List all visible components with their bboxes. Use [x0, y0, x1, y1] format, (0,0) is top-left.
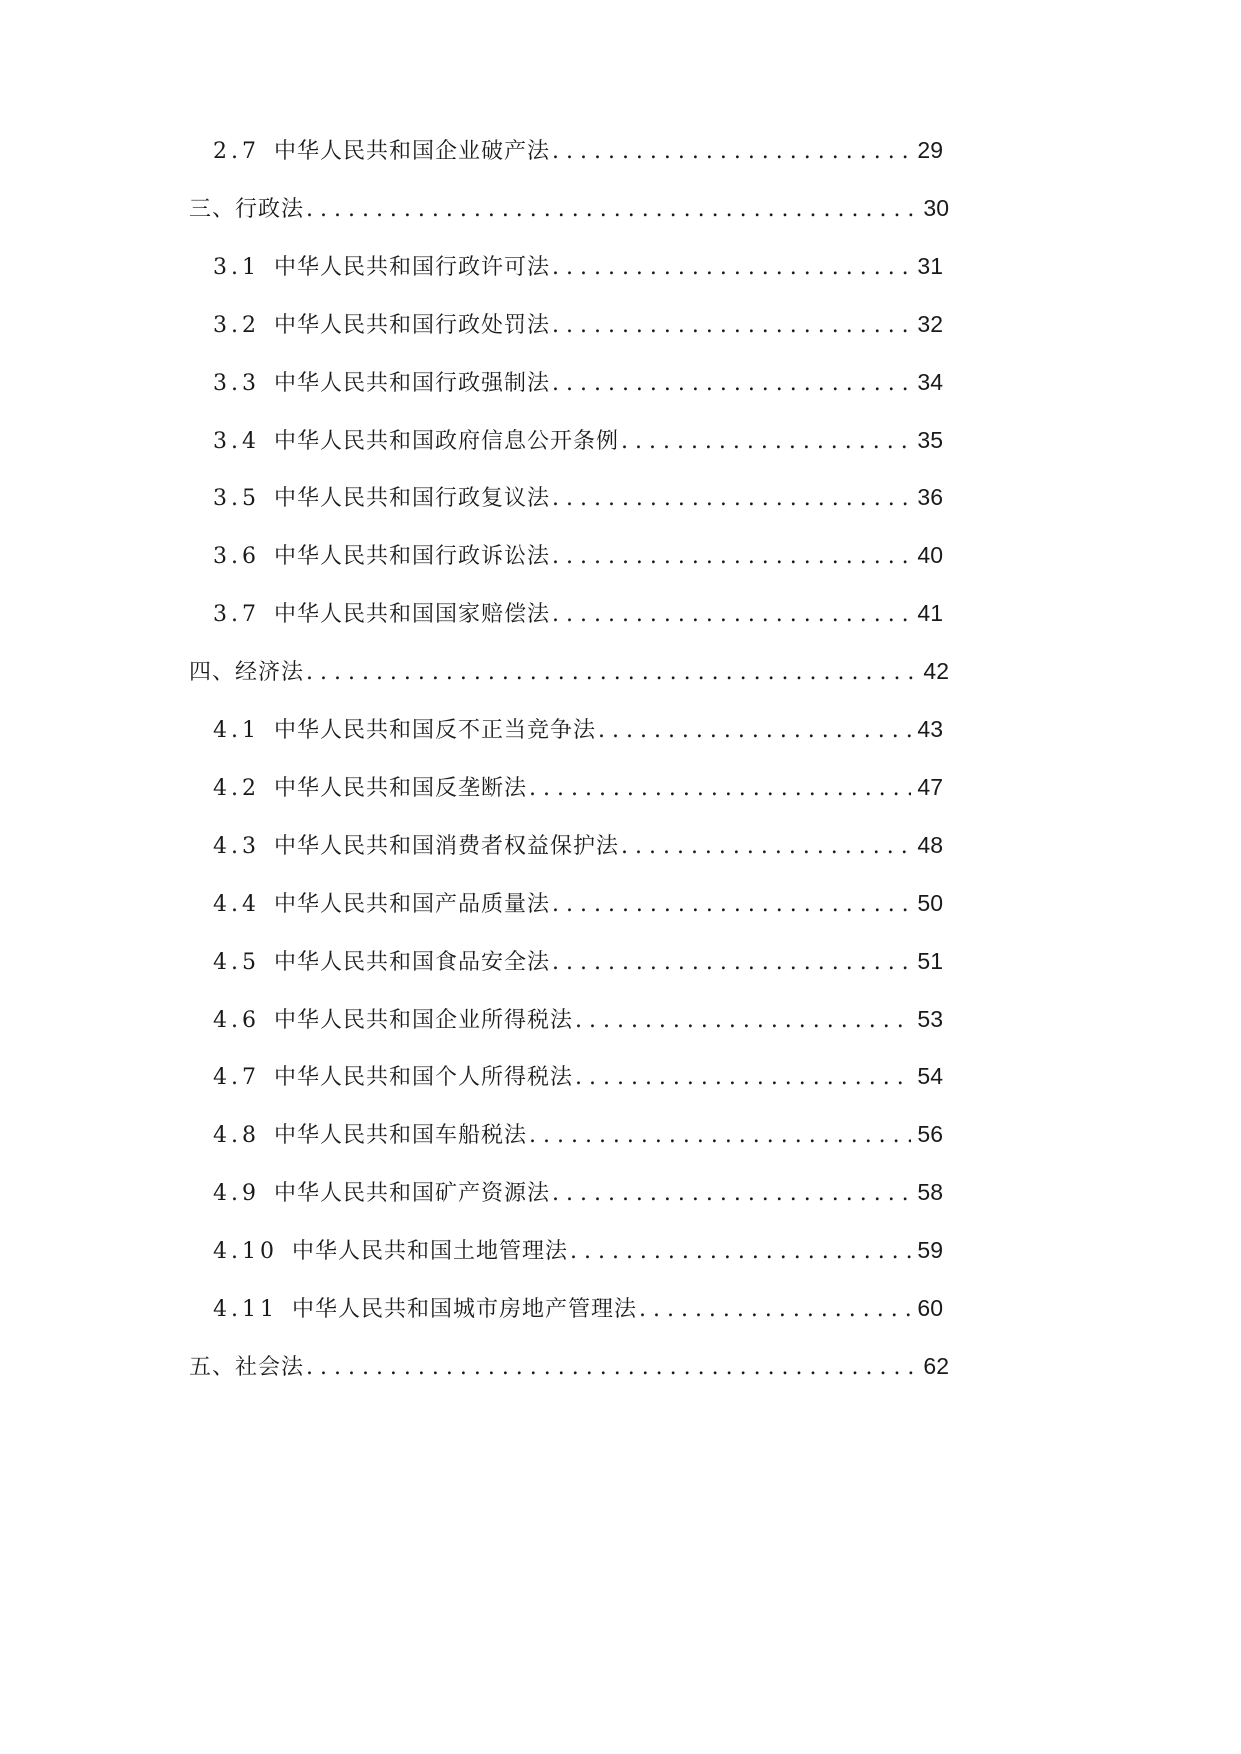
toc-entry-number: 3.2	[213, 313, 260, 338]
toc-entry-title: 中华人民共和国食品安全法	[274, 950, 551, 975]
toc-entry-title: 中华人民共和国产品质量法	[274, 892, 551, 917]
toc-dot-leader	[639, 1290, 911, 1330]
toc-section-entry[interactable]	[189, 188, 949, 228]
toc-entry-title: 中华人民共和国反垄断法	[274, 776, 528, 801]
toc-page-number: 35	[917, 427, 943, 453]
toc-page-number: 32	[917, 311, 943, 337]
toc-entry[interactable]	[213, 1114, 943, 1154]
toc-page-number: 50	[917, 890, 943, 916]
toc-entry-number: 4.10	[213, 1239, 278, 1264]
toc-dot-leader	[306, 653, 917, 693]
toc-entry[interactable]	[213, 709, 943, 749]
toc-entry-title: 中华人民共和国行政许可法	[274, 255, 551, 280]
toc-dot-leader	[306, 190, 917, 230]
toc-dot-leader	[552, 595, 911, 635]
toc-page-number: 51	[917, 948, 943, 974]
toc-entry-number: 4.1	[213, 718, 260, 743]
toc-entry-title: 中华人民共和国矿产资源法	[274, 1181, 551, 1206]
toc-dot-leader	[621, 827, 911, 867]
toc-entry[interactable]	[213, 130, 943, 170]
toc-page-number: 53	[917, 1006, 943, 1032]
toc-entry-title: 中华人民共和国行政处罚法	[274, 313, 551, 338]
toc-page-number: 31	[917, 253, 943, 279]
toc-dot-leader	[552, 132, 911, 172]
toc-entry-number: 4.9	[213, 1181, 260, 1206]
toc-page-number: 42	[923, 658, 949, 684]
toc-page-number: 29	[917, 137, 943, 163]
toc-entry-title: 中华人民共和国企业破产法	[274, 139, 551, 164]
toc-entry[interactable]	[213, 1172, 943, 1212]
toc-entry[interactable]	[213, 825, 943, 865]
toc-entry-title: 中华人民共和国个人所得税法	[274, 1065, 574, 1090]
toc-entry-number: 3.7	[213, 602, 260, 627]
toc-entry-number: 4.3	[213, 834, 260, 859]
toc-entry-number: 4.11	[213, 1297, 278, 1322]
toc-entry-title: 中华人民共和国土地管理法	[291, 1239, 568, 1264]
toc-entry-title: 三、行政法	[189, 197, 305, 222]
toc-entry[interactable]	[213, 883, 943, 923]
toc-entry-number: 2.7	[213, 139, 260, 164]
toc-entry-title: 中华人民共和国国家赔偿法	[274, 602, 551, 627]
toc-entry-number: 4.2	[213, 776, 260, 801]
toc-entry[interactable]	[213, 246, 943, 286]
toc-dot-leader	[529, 1116, 911, 1156]
toc-entry-title: 中华人民共和国城市房地产管理法	[291, 1297, 637, 1322]
toc-entry-title: 中华人民共和国政府信息公开条例	[274, 429, 620, 454]
toc-entry-title: 四、经济法	[189, 660, 305, 685]
toc-entry-number: 3.4	[213, 429, 260, 454]
toc-page-number: 60	[917, 1295, 943, 1321]
toc-entry-title: 中华人民共和国行政强制法	[274, 371, 551, 396]
toc-dot-leader	[552, 306, 911, 346]
toc-dot-leader	[570, 1232, 911, 1272]
toc-dot-leader	[575, 1058, 911, 1098]
toc-page-number: 47	[917, 774, 943, 800]
toc-entry-number: 4.5	[213, 950, 260, 975]
toc-entry-number: 4.8	[213, 1123, 260, 1148]
toc-page-number: 59	[917, 1237, 943, 1263]
toc-page-number: 40	[917, 542, 943, 568]
toc-entry-title: 中华人民共和国行政诉讼法	[274, 544, 551, 569]
toc-entry[interactable]	[213, 535, 943, 575]
toc-dot-leader	[552, 537, 911, 577]
toc-entry-title: 中华人民共和国消费者权益保护法	[274, 834, 620, 859]
toc-entry[interactable]	[213, 767, 943, 807]
toc-entry-number: 3.1	[213, 255, 260, 280]
toc-dot-leader	[598, 711, 911, 751]
toc-section-entry[interactable]	[189, 1346, 949, 1386]
toc-entry[interactable]	[213, 1056, 943, 1096]
toc-dot-leader	[621, 422, 911, 462]
toc-entry-number: 3.3	[213, 371, 260, 396]
toc-dot-leader	[529, 769, 911, 809]
toc-page-number: 54	[917, 1063, 943, 1089]
toc-entry-number: 4.4	[213, 892, 260, 917]
toc-entry-number: 3.5	[213, 486, 260, 511]
toc-entry-title: 中华人民共和国车船税法	[274, 1123, 528, 1148]
toc-page-number: 48	[917, 832, 943, 858]
toc-dot-leader	[306, 1348, 917, 1388]
toc-dot-leader	[552, 1174, 911, 1214]
toc-page-number: 41	[917, 600, 943, 626]
toc-entry-number: 4.7	[213, 1065, 260, 1090]
toc-entry[interactable]	[213, 304, 943, 344]
toc-entry[interactable]	[213, 593, 943, 633]
toc-entry-title: 五、社会法	[189, 1355, 305, 1380]
toc-entry[interactable]	[213, 1230, 943, 1270]
toc-entry-title: 中华人民共和国企业所得税法	[274, 1008, 574, 1033]
toc-page-number: 58	[917, 1179, 943, 1205]
toc-entry[interactable]	[213, 420, 943, 460]
toc-entry[interactable]	[213, 362, 943, 402]
toc-dot-leader	[552, 364, 911, 404]
toc-entry-title: 中华人民共和国行政复议法	[274, 486, 551, 511]
toc-page-number: 36	[917, 484, 943, 510]
toc-entry-number: 4.6	[213, 1008, 260, 1033]
toc-page-number: 43	[917, 716, 943, 742]
toc-dot-leader	[552, 943, 911, 983]
toc-entry[interactable]	[213, 999, 943, 1039]
toc-page-number: 34	[917, 369, 943, 395]
toc-dot-leader	[575, 1001, 911, 1041]
toc-page-number: 30	[923, 195, 949, 221]
toc-entry[interactable]	[213, 941, 943, 981]
toc-page-number: 62	[923, 1353, 949, 1379]
toc-entry[interactable]	[213, 1288, 943, 1328]
toc-dot-leader	[552, 479, 911, 519]
toc-entry-title: 中华人民共和国反不正当竞争法	[274, 718, 597, 743]
toc-section-entry[interactable]	[189, 651, 949, 691]
toc-entry[interactable]	[213, 477, 943, 517]
toc-entry-number: 3.6	[213, 544, 260, 569]
toc-page-number: 56	[917, 1121, 943, 1147]
toc-dot-leader	[552, 248, 911, 288]
toc-dot-leader	[552, 885, 911, 925]
